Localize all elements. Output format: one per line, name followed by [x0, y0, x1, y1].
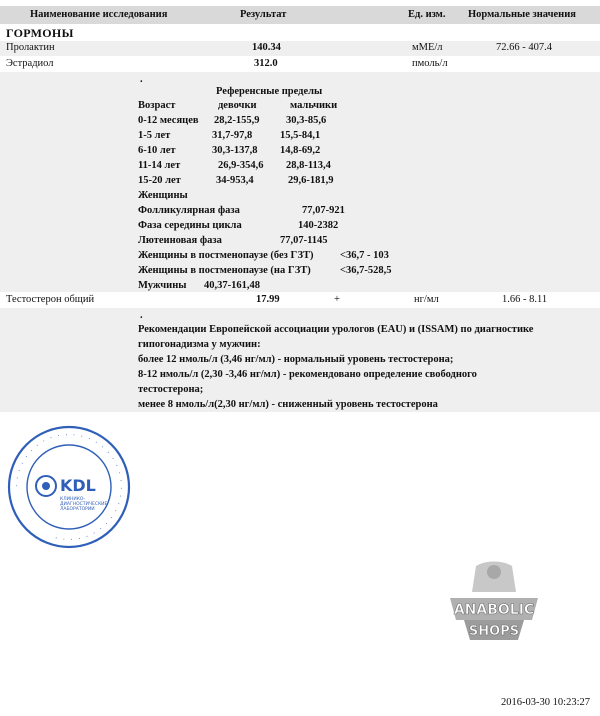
anabolic-shops-watermark — [446, 558, 542, 648]
ref-col-girls: девочки — [218, 100, 257, 111]
ref-girls: 26,9-354,6 — [218, 160, 264, 171]
ref-women-value: 77,07-1145 — [280, 235, 328, 246]
ref-boys: 29,6-181,9 — [288, 175, 334, 186]
ref-age: 11-14 лет — [138, 160, 181, 171]
abnormal-flag: + — [334, 294, 340, 305]
ref-women-value: 77,07-921 — [302, 205, 345, 216]
test-unit: пмоль/л — [412, 58, 448, 69]
table-header — [0, 6, 600, 24]
ref-age: 6-10 лет — [138, 145, 176, 156]
note-dot: . — [140, 310, 143, 321]
svg-text:КЛИНИКО-: КЛИНИКО- — [60, 497, 86, 502]
ref-boys: 28,8-113,4 — [286, 160, 331, 171]
test-unit: мМЕ/л — [412, 42, 443, 53]
kdl-logo-icon — [36, 476, 108, 512]
ref-age: 1-5 лет — [138, 130, 171, 141]
ref-girls: 30,3-137,8 — [212, 145, 258, 156]
ref-men-value: 40,37-161,48 — [204, 280, 260, 291]
test-name: Пролактин — [6, 42, 55, 53]
svg-text:KDL: KDL — [60, 476, 96, 495]
svg-text:· · · · · · · · · · · · · · ·: · · · · · · · · · · · · · · · · · · · · · · · · · · · · · · · · · · — [12, 430, 126, 544]
col-test-name: Наименование исследования — [30, 9, 168, 20]
ref-girls: 28,2-155,9 — [214, 115, 260, 126]
test-unit: нг/мл — [414, 294, 439, 305]
testosterone-note-block — [0, 308, 600, 412]
table-row-prolactin — [0, 41, 600, 56]
svg-text:ЛАБОРАТОРИИ: ЛАБОРАТОРИИ — [60, 507, 95, 512]
ref-women-label: Фолликулярная фаза — [138, 205, 240, 216]
note-line: тестостерона; — [138, 384, 204, 395]
ref-age: 0-12 месяцев — [138, 115, 199, 126]
ref-women-value: <36,7-528,5 — [340, 265, 392, 276]
print-timestamp: 2016-03-30 10:23:27 — [501, 697, 590, 708]
note-line: Рекомендации Европейской ассоциации урологов (EAU) и (ISSAM) по диагностике — [138, 324, 534, 335]
note-line: менее 8 нмоль/л(2,30 нг/мл) - сниженный уровень тестостерона — [138, 399, 438, 410]
test-result: 140.34 — [252, 42, 281, 53]
test-norm: 72.66 - 407.4 — [496, 42, 552, 53]
ref-women-value: 140-2382 — [298, 220, 339, 231]
svg-text:ДИАГНОСТИЧЕСКИЕ: ДИАГНОСТИЧЕСКИЕ — [60, 502, 108, 507]
ref-women-label: Женщины в постменопаузе (на ГЗТ) — [138, 265, 311, 276]
ref-women-label: Лютеиновая фаза — [138, 235, 222, 246]
table-row-testosterone — [0, 293, 600, 308]
note-line: более 12 нмоль/л (3,46 нг/мл) - нормальный уровень тестостерона; — [138, 354, 454, 365]
note-line: гипогонадизма у мужчин: — [138, 339, 261, 350]
stamp-seal-icon — [6, 424, 132, 550]
svg-text:ANABOLIC: ANABOLIC — [453, 602, 535, 618]
ref-women-label: Фаза середины цикла — [138, 220, 242, 231]
ref-boys: 30,3-85,6 — [286, 115, 327, 126]
ref-col-boys: мальчики — [290, 100, 338, 111]
test-result: 17.99 — [256, 294, 280, 305]
test-name: Тестостерон общий — [6, 294, 95, 305]
col-norm: Нормальные значения — [468, 9, 576, 20]
col-result: Результат — [240, 9, 287, 20]
lab-stamp — [6, 424, 132, 550]
ref-women-label: Женщины — [138, 190, 188, 201]
col-unit: Ед. изм. — [408, 9, 446, 20]
ref-women-value: <36,7 - 103 — [340, 250, 389, 261]
note-line: 8-12 нмоль/л (2,30 -3,46 нг/мл) - рекомендовано определение свободного — [138, 369, 477, 380]
table-row-estradiol — [0, 57, 600, 72]
estradiol-reference-block — [0, 72, 600, 292]
ref-boys: 15,5-84,1 — [280, 130, 321, 141]
ref-title: Референсные пределы — [216, 86, 323, 97]
svg-text:SHOPS: SHOPS — [468, 624, 520, 639]
ref-col-age: Возраст — [138, 100, 176, 111]
test-result: 312.0 — [254, 58, 278, 69]
test-norm: 1.66 - 8.11 — [502, 294, 548, 305]
ref-girls: 34-953,4 — [216, 175, 254, 186]
watermark-logo-icon — [446, 558, 542, 648]
ref-men-label: Мужчины — [138, 280, 187, 291]
ref-dot: . — [140, 74, 143, 85]
ref-women-label: Женщины в постменопаузе (без ГЗТ) — [138, 250, 314, 261]
ref-age: 15-20 лет — [138, 175, 181, 186]
test-name: Эстрадиол — [6, 58, 54, 69]
ref-boys: 14,8-69,2 — [280, 145, 321, 156]
section-title: ГОРМОНЫ — [6, 26, 74, 40]
ref-girls: 31,7-97,8 — [212, 130, 253, 141]
